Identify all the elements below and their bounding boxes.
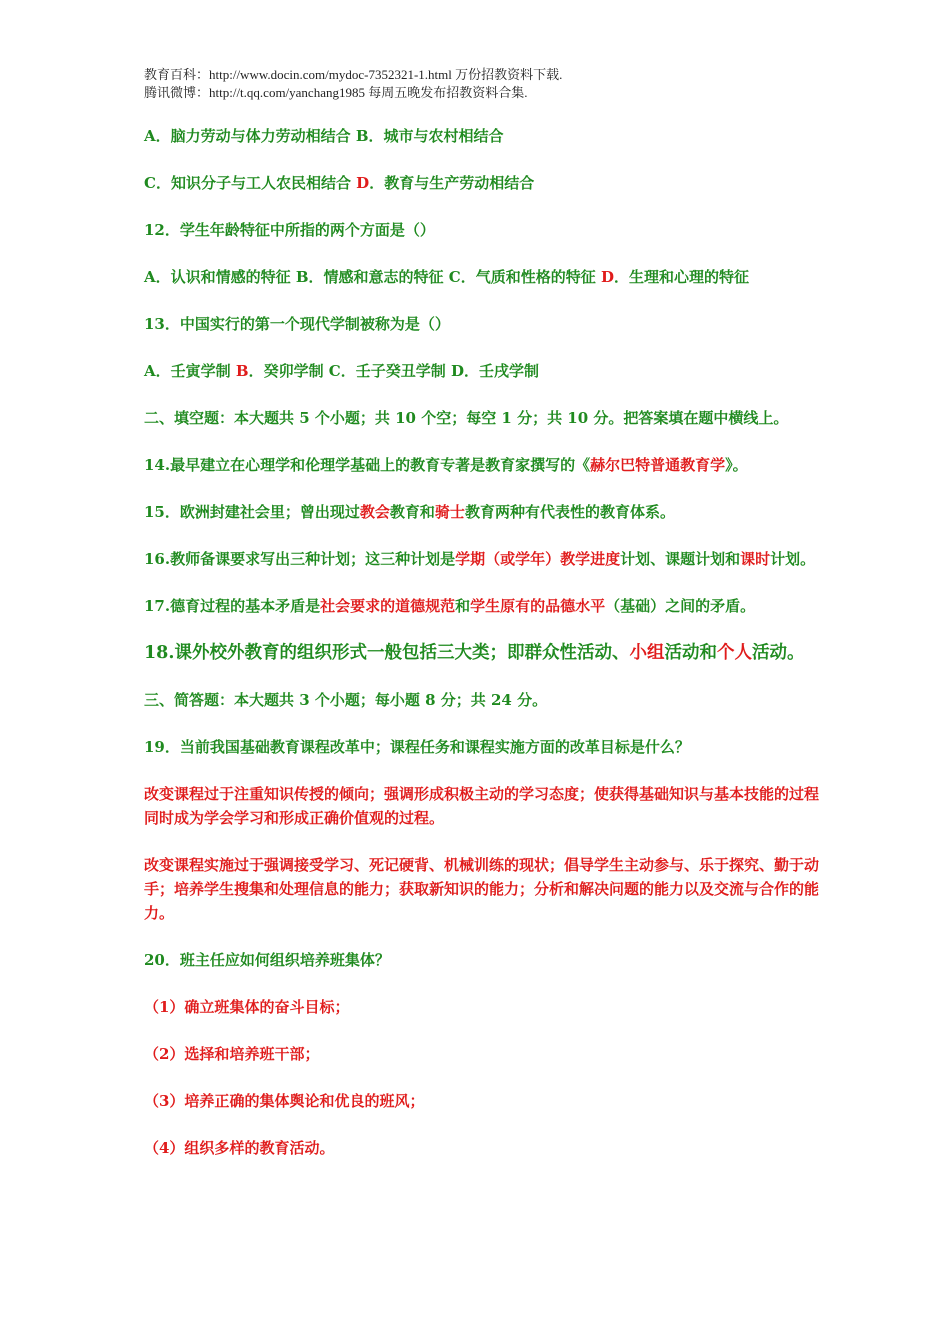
- answer-text: （1）确立班集体的奋斗目标；: [144, 998, 350, 1016]
- paragraph: [144, 995, 824, 1019]
- answer-text: 社会要求的道德规范: [320, 597, 456, 615]
- question-text: 20．班主任应如何组织培养班集体？: [144, 951, 390, 969]
- answer-text: 课时: [740, 550, 771, 568]
- answer-text: D: [356, 174, 370, 192]
- question-text: A．脑力劳动与体力劳动相结合 B．城市与农村相结合: [144, 127, 504, 145]
- paragraph: [144, 500, 824, 524]
- question-text: A．认识和情感的特征 B．情感和意志的特征 C．气质和性格的特征: [144, 268, 601, 286]
- paragraph: [144, 406, 824, 430]
- answer-text: （2）选择和培养班干部；: [144, 1045, 320, 1063]
- paragraph: [144, 782, 824, 830]
- question-text: 14.最早建立在心理学和伦理学基础上的教育专著是教育家撰写的《: [144, 456, 591, 474]
- answer-text: 个人: [716, 643, 752, 663]
- paragraph: [144, 1089, 824, 1113]
- paragraph: [144, 547, 824, 571]
- question-text: 教育两种有代表性的教育体系。: [464, 503, 675, 521]
- answer-text: 教会: [359, 503, 390, 521]
- question-text: 活动和: [664, 643, 717, 663]
- question-text: 13．中国实行的第一个现代学制被称为是（）: [144, 315, 450, 333]
- paragraph: [144, 124, 824, 148]
- answer-text: 赫尔巴特普通教育学: [590, 456, 726, 474]
- page-header: [144, 66, 562, 102]
- question-text: 教育和: [389, 503, 435, 521]
- question-text: 计划。: [770, 550, 816, 568]
- question-text: 》。: [725, 456, 748, 474]
- paragraph: [144, 1136, 824, 1160]
- answer-text: 骑士: [434, 503, 465, 521]
- paragraph: [144, 688, 824, 712]
- answer-text: D: [600, 268, 614, 286]
- paragraph: [144, 453, 824, 477]
- paragraph: [144, 735, 824, 759]
- answer-text: （3）培养正确的集体舆论和优良的班风；: [144, 1092, 425, 1110]
- document-body: [144, 124, 824, 1160]
- paragraph: [144, 641, 824, 665]
- paragraph: [144, 218, 824, 242]
- header-line-weibo: 腾讯微博：http://t.qq.com/yanchang1985 每周五晚发布招教资料合集.: [144, 85, 528, 100]
- question-text: ．生理和心理的特征: [613, 268, 749, 286]
- question-text: 19．当前我国基础教育课程改革中；课程任务和课程实施方面的改革目标是什么？: [144, 738, 690, 756]
- question-text: 二、填空题：本大题共 5 个小题；共 10 个空；每空 1 分；共 10 分。把答案填在题中横线上。: [144, 409, 789, 427]
- question-text: ．癸卯学制 C．壬子癸丑学制 D．壬戌学制: [248, 362, 539, 380]
- question-text: C．知识分子与工人农民相结合: [144, 174, 357, 192]
- answer-text: 小组: [629, 643, 665, 663]
- question-text: ．教育与生产劳动相结合: [369, 174, 535, 192]
- paragraph: [144, 594, 824, 618]
- question-text: 三、简答题：本大题共 3 个小题；每小题 8 分；共 24 分。: [144, 691, 548, 709]
- answer-text: B: [235, 362, 249, 380]
- question-text: 和: [455, 597, 471, 615]
- paragraph: [144, 265, 824, 289]
- paragraph: [144, 1042, 824, 1066]
- question-text: 12．学生年龄特征中所指的两个方面是（）: [144, 221, 435, 239]
- question-text: 计划、课题计划和: [620, 550, 741, 568]
- question-text: A．壬寅学制: [144, 362, 236, 380]
- paragraph: [144, 853, 824, 925]
- paragraph: [144, 171, 824, 195]
- paragraph: [144, 948, 824, 972]
- question-text: 18.课外校外教育的组织形式一般包括三大类；即群众性活动、: [144, 643, 630, 663]
- answer-text: 改变课程实施过于强调接受学习、死记硬背、机械训练的现状；倡导学生主动参与、乐于探究、勤于动手；培养学生搜集和处理信息的能力；获取新知识的能力；分析和解决问题的能力以及交流与合作的能力。: [144, 856, 820, 922]
- header-line-baike: 教育百科：http://www.docin.com/mydoc-7352321-1.html 万份招教资料下载.: [144, 67, 563, 82]
- paragraph: [144, 312, 824, 336]
- answer-text: 学生原有的品德水平: [470, 597, 606, 615]
- question-text: 16.教师备课要求写出三种计划；这三种计划是: [144, 550, 456, 568]
- question-text: 15．欧洲封建社会里；曾出现过: [144, 503, 360, 521]
- paragraph: [144, 359, 824, 383]
- answer-text: 学期（或学年）教学进度: [455, 550, 621, 568]
- question-text: 17.德育过程的基本矛盾是: [144, 597, 321, 615]
- question-text: （基础）之间的矛盾。: [605, 597, 756, 615]
- answer-text: （4）组织多样的教育活动。: [144, 1139, 335, 1157]
- question-text: 活动。: [751, 643, 805, 663]
- answer-text: 改变课程过于注重知识传授的倾向；强调形成积极主动的学习态度；使获得基础知识与基本技能的过程同时成为学会学习和形成正确价值观的过程。: [144, 785, 820, 827]
